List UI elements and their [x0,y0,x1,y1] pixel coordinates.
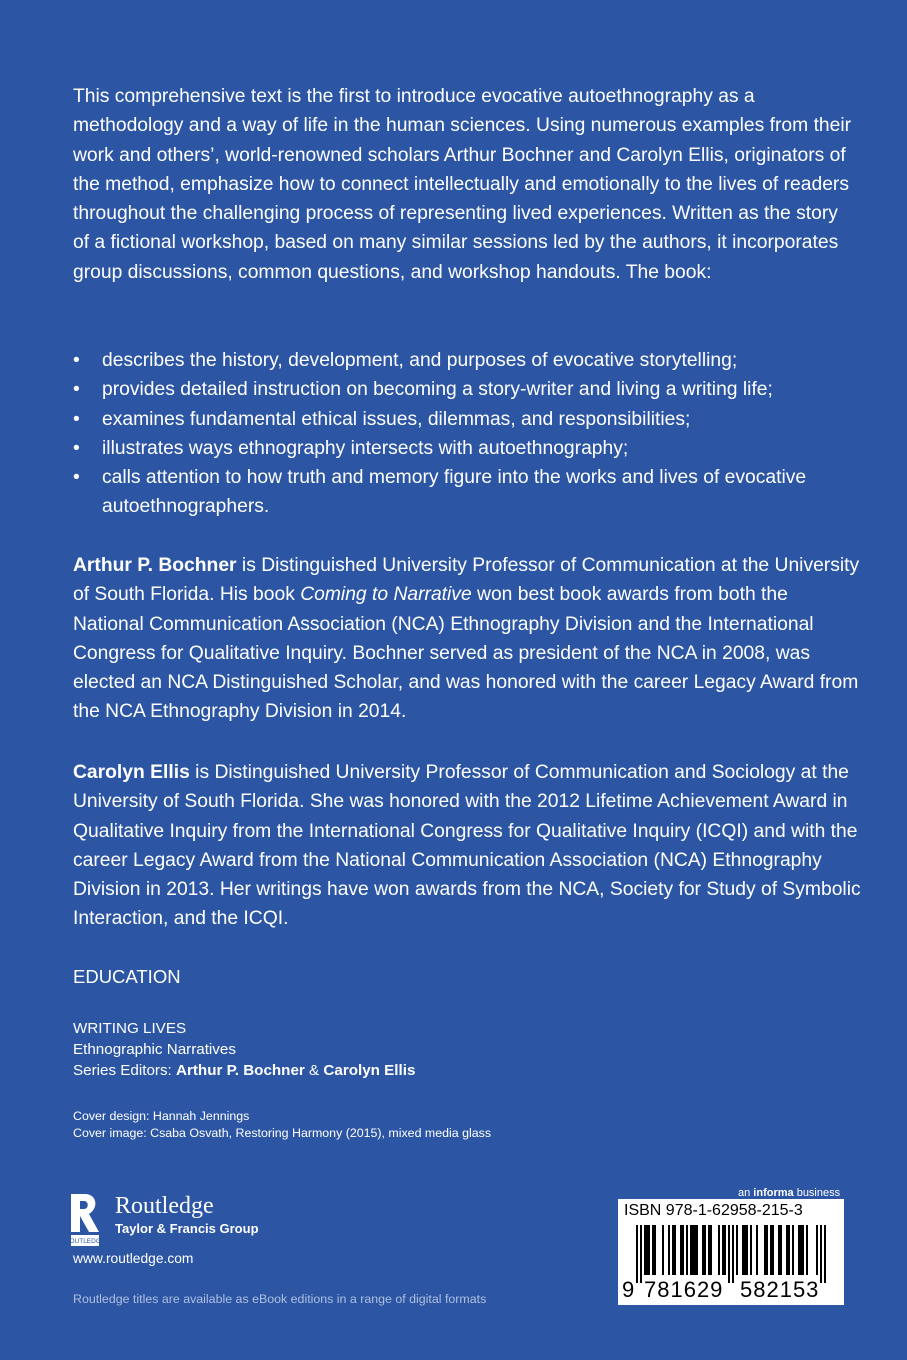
barcode-bar [702,1225,704,1275]
isbn-number: ISBN 978-1-62958-215-3 [624,1202,803,1219]
barcode-bar [820,1225,822,1283]
bullet-icon: • [73,350,80,371]
author-name: Arthur P. Bochner [73,555,237,576]
barcode-bar [710,1225,712,1275]
bullet-icon: • [73,437,80,459]
routledge-logo-icon [64,1192,106,1248]
barcode-bar [744,1225,746,1275]
publisher-logo [64,1192,299,1252]
barcode-bar [680,1225,682,1275]
list-item: • calls attention to how truth and memory figure into the works and lives of evocative autoethnographers. [73,463,863,522]
list-item: • provides detailed instruction on becoming a story-writer and living a writing life; [73,375,863,404]
publisher-name: Routledge [115,1193,214,1219]
barcode-bar [778,1225,780,1275]
barcode-bar [766,1225,768,1275]
barcode-bar [788,1225,790,1275]
bullet-icon: • [73,467,80,489]
barcode-bar [792,1225,794,1275]
barcode-bar [824,1225,826,1283]
cover-credits [73,1108,491,1142]
barcode-bar [722,1225,724,1275]
barcode-bar [736,1225,738,1275]
barcode-bar [662,1225,664,1275]
ebook-note: Routledge titles are available as eBook editions in a range of digital formats [73,1292,487,1306]
barcode-bar [668,1225,670,1275]
series-subtitle: Ethnographic Narratives [73,1041,236,1058]
cover-image-credit: Cover image: Csaba Osvath, Restoring Harmony (2015), mixed media glass [73,1126,492,1140]
barcode-bar [696,1225,698,1275]
barcode-bar [746,1225,748,1275]
barcode-bar [786,1225,788,1275]
publisher-group: Taylor & Francis Group [115,1221,259,1236]
barcode-bar [690,1225,692,1275]
barcode-bar [742,1225,744,1275]
list-item: • examines fundamental ethical issues, dilemmas, and responsibilities; [73,405,863,434]
barcode-bar [692,1225,694,1275]
barcode-bar [772,1225,774,1275]
barcode-bar [780,1225,782,1275]
book-description: This comprehensive text is the first to introduce evocative autoethnography as a methodology and a way of life in the human sciences. Using numerous examples from their work and others’, world-renowned scholars Arthur Bochner and Carolyn Ellis, originators of the method, emphasize how to connect intellectually and emotionally to the lives of readers throughout the challenging process of representing lived experiences. Written as the story of a fictional workshop, based on many similar sessions led by the authors, it incorporates group discussions, common questions, and workshop handouts. The book: [73,86,852,283]
barcode-bar [652,1225,654,1275]
book-title: Coming to Narrative [300,584,472,606]
barcode-bar [646,1225,648,1275]
barcode-bar [644,1225,646,1275]
bullet-icon: • [73,408,80,430]
cover-design-credit: Cover design: Hannah Jennings [73,1109,250,1123]
feature-list [73,346,863,522]
series-editors: Series Editors: Arthur P. Bochner & Carolyn Ellis [73,1062,416,1079]
isbn-barcode [618,1199,844,1305]
author-bio-bochner: Arthur P. Bochner is Distinguished University Professor of Communication at the University of South Florida. His book Coming to Narrative won best book awards from both the National Communication Association (NCA) Ethnography Division and the International Congress for Qualitative Inquiry. Bochner served as president of the NCA in 2008, was elected an NCA Distinguished Scholar, and was honored with the career Legacy Award from the NCA Ethnography Division in 2014. [73,555,860,723]
publisher-website: www.routledge.com [73,1251,194,1266]
barcode-bar [640,1225,642,1283]
barcode-bar [764,1225,766,1275]
list-item: • illustrates ways ethnography intersects with autoethnography; [73,434,863,463]
barcode-bar [800,1225,802,1275]
logo-mark-text: ROUTLEDGE [64,1238,106,1245]
list-item: • describes the history, development, and purposes of evocative storytelling; [73,346,863,375]
barcode-bar [798,1225,800,1275]
subject-category: EDUCATION [73,966,181,987]
barcode-bar [756,1225,758,1275]
barcode-bar [672,1225,674,1275]
barcode-bar [724,1225,726,1275]
barcode-bar [816,1225,818,1275]
barcode-bar [718,1225,720,1275]
barcode-bar [636,1225,638,1283]
barcode-bar [648,1225,650,1275]
barcode-bar [732,1225,734,1283]
barcode-bar [806,1225,808,1275]
author-bio-ellis: Carolyn Ellis is Distinguished University Professor of Communication and Sociology at the University of South Florida. She was honored with the 2012 Lifetime Achievement Award in Qualitative Inquiry from the International Congress for Qualitative Inquiry (ICQI) and with the career Legacy Award from the National Communication Association (NCA) Ethnography Division in 2013. Her writings have won awards from the NCA, Society for Study of Symbolic Interaction, and the ICQI. [73,762,861,930]
barcode-bar [686,1225,688,1275]
barcode-bar [750,1225,752,1275]
bullet-icon: • [73,379,80,401]
barcode-bar [694,1225,696,1275]
barcode-bar [704,1225,706,1275]
barcode-bars [618,1223,844,1279]
barcode-bar [770,1225,772,1275]
series-info [73,1018,415,1081]
barcode-bar [682,1225,684,1275]
barcode-bar [708,1225,710,1275]
barcode-digits: 9 781629 582153 [622,1277,820,1302]
author-name: Carolyn Ellis [73,762,190,783]
barcode-bar [802,1225,804,1275]
series-name: WRITING LIVES [73,1020,187,1037]
informa-tagline: an informa business [738,1187,841,1199]
barcode-bar [674,1225,676,1275]
barcode-bar [654,1225,656,1275]
barcode-bar [728,1225,730,1283]
